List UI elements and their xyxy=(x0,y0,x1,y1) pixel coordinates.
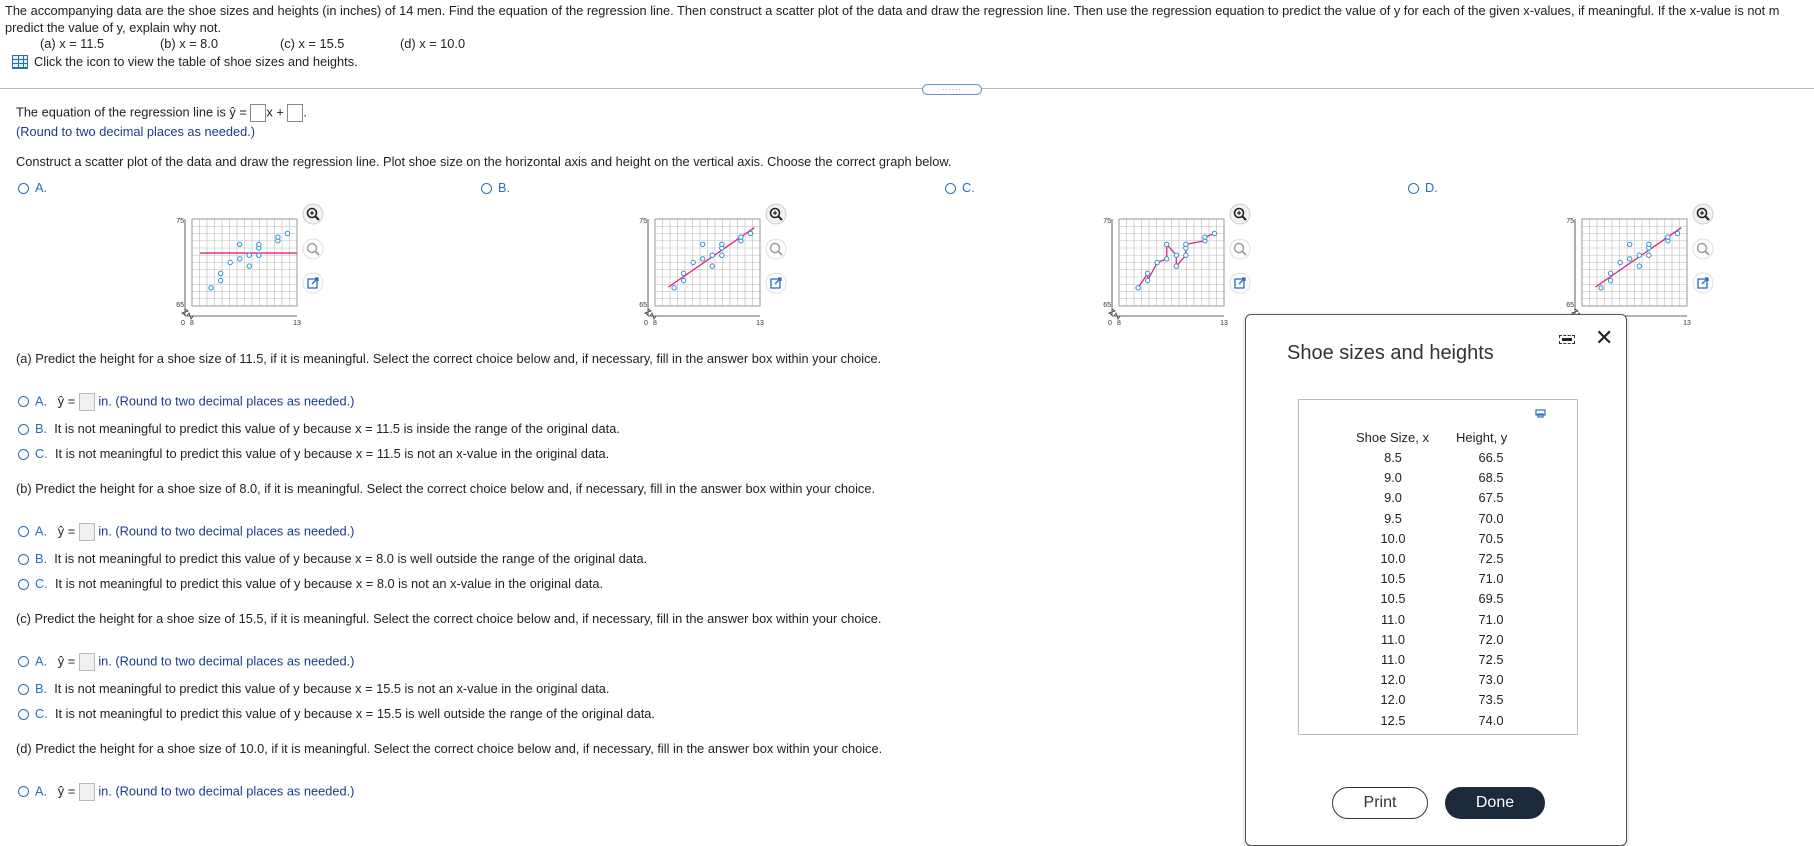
regression-prefix: The equation of the regression line is xyxy=(16,104,226,120)
prediction-answer-input[interactable] xyxy=(79,653,95,671)
data-point xyxy=(257,253,261,257)
graph-option-d-label: D. xyxy=(1425,180,1438,195)
rounding-note: in. (Round to two decimal places as needed.) xyxy=(98,523,355,539)
radio-b[interactable] xyxy=(481,183,492,194)
graph-option-a[interactable] xyxy=(18,180,47,195)
part-a-value: (a) x = 11.5 xyxy=(40,36,105,51)
table-cell-height: 74.0 xyxy=(1478,712,1504,728)
prediction-prompt: (d) Predict the height for a shoe size of 10.0, if it is meaningful. Select the correct choice below and, if necessary, fill in the answer box within your choice. xyxy=(16,741,883,756)
table-icon[interactable] xyxy=(12,55,28,69)
data-point xyxy=(238,242,242,246)
table-cell-height: 70.0 xyxy=(1478,510,1504,526)
table-cell-shoe-size: 10.0 xyxy=(1380,530,1406,546)
option-c-label: C. xyxy=(35,446,48,461)
y-tick-label: 65 xyxy=(1566,302,1574,309)
option-a-label: A. xyxy=(35,783,48,799)
data-point xyxy=(672,286,676,290)
option-a-label: A. xyxy=(35,523,48,539)
option-b-label: B. xyxy=(35,421,48,436)
data-point xyxy=(1145,271,1149,275)
data-point xyxy=(1184,242,1188,246)
data-point xyxy=(1136,286,1140,290)
data-point xyxy=(1155,260,1159,264)
dialog-title: Shoe sizes and heights xyxy=(1287,342,1494,364)
graph-option-c-label: C. xyxy=(962,180,975,195)
split-handle[interactable]: ...... xyxy=(922,84,982,95)
yhat-symbol: ŷ = xyxy=(57,523,76,539)
question-prompt-line1: The accompanying data are the shoe sizes and heights (in inches) of 14 men. Find the equation of the regression line. Then construct a scatter plot of the data and draw the regression line. Then use the regression equation to predict the value of y for each of the given x-values, if meaningful. If the x-value is not m xyxy=(5,3,1780,18)
x-tick-label: 13 xyxy=(1683,320,1691,325)
yhat-symbol: ŷ = xyxy=(57,393,76,409)
data-point xyxy=(681,271,685,275)
prediction-prompt: (b) Predict the height for a shoe size of 8.0, if it is meaningful. Select the correct choice below and, if necessary, fill in the answer box within your choice. xyxy=(16,481,876,496)
prediction-option-c[interactable] xyxy=(18,446,609,461)
data-point xyxy=(701,257,705,261)
rounding-note: in. (Round to two decimal places as needed.) xyxy=(98,393,355,409)
zoom-in-icon[interactable] xyxy=(302,203,324,225)
yhat-symbol: ŷ = xyxy=(229,104,247,120)
radio-a[interactable] xyxy=(18,786,29,797)
table-cell-shoe-size: 11.0 xyxy=(1381,611,1405,627)
x-plus-label: x + xyxy=(266,104,284,120)
scatter-prompt: Construct a scatter plot of the data and draw the regression line. Plot shoe size on the horizontal axis and height on the vertical axis. Choose the correct graph below. xyxy=(16,154,952,169)
data-point xyxy=(710,253,714,257)
data-point xyxy=(238,257,242,261)
data-point xyxy=(1145,278,1149,282)
data-table-dialog xyxy=(1245,314,1627,846)
table-cell-height: 72.0 xyxy=(1478,631,1504,647)
graph-c[interactable] xyxy=(1097,210,1237,325)
table-cell-height: 71.0 xyxy=(1478,611,1504,627)
y-tick-label: 75 xyxy=(639,218,647,225)
data-point xyxy=(720,253,724,257)
radio-a[interactable] xyxy=(18,656,29,667)
data-point xyxy=(1165,242,1169,246)
table-cell-height: 68.5 xyxy=(1478,470,1504,486)
data-point xyxy=(1212,231,1216,235)
data-point xyxy=(218,271,222,275)
option-b-text: It is not meaningful to predict this value of y because x = 11.5 is inside the range of the original data. xyxy=(54,421,620,436)
done-button[interactable]: Done xyxy=(1445,787,1545,819)
view-table-link[interactable] xyxy=(12,54,358,69)
zoom-in-icon[interactable] xyxy=(1229,203,1251,225)
y-tick-label: 65 xyxy=(639,302,647,309)
option-c-text: It is not meaningful to predict this value of y because x = 15.5 is well outside the range of the original data. xyxy=(54,706,655,721)
y-tick-label: 65 xyxy=(176,302,184,309)
prediction-option-c[interactable] xyxy=(18,706,655,721)
data-point xyxy=(1647,242,1651,246)
data-point xyxy=(1165,257,1169,261)
option-b-text: It is not meaningful to predict this value of y because x = 15.5 is not an x-value in the original data. xyxy=(54,681,610,696)
data-point xyxy=(720,242,724,246)
origin-label: 0 xyxy=(1108,320,1112,325)
view-table-text[interactable]: Click the icon to view the table of shoe sizes and heights. xyxy=(34,54,358,69)
table-cell-shoe-size: 11.0 xyxy=(1381,631,1405,647)
data-point xyxy=(1174,253,1178,257)
table-cell-height: 73.0 xyxy=(1478,672,1504,688)
question-prompt-line2: predict the value of y, explain why not. xyxy=(5,20,222,35)
radio-b[interactable] xyxy=(18,554,29,565)
radio-b[interactable] xyxy=(18,684,29,695)
data-point xyxy=(1203,235,1207,239)
data-point xyxy=(276,235,280,239)
table-cell-height: 71.0 xyxy=(1478,571,1504,587)
x-tick-label: 8 xyxy=(653,320,657,325)
data-point xyxy=(681,278,685,282)
option-c-text: It is not meaningful to predict this value of y because x = 8.0 is not an x-value in the original data. xyxy=(54,576,604,591)
open-new-window-icon[interactable] xyxy=(1229,272,1251,294)
table-cell-shoe-size: 10.5 xyxy=(1380,591,1406,607)
prediction-option-b[interactable] xyxy=(18,421,620,436)
intercept-input[interactable] xyxy=(287,104,303,122)
data-point xyxy=(1174,264,1178,268)
table-cell-shoe-size: 9.5 xyxy=(1384,510,1402,526)
table-cell-shoe-size: 12.0 xyxy=(1380,672,1406,688)
data-point xyxy=(1608,271,1612,275)
table-cell-shoe-size: 9.0 xyxy=(1384,470,1402,486)
table-cell-height: 73.5 xyxy=(1478,692,1504,708)
zoom-in-icon[interactable] xyxy=(765,203,787,225)
zoom-out-icon[interactable] xyxy=(765,238,787,260)
x-tick-label: 8 xyxy=(1117,320,1121,325)
graph-option-d[interactable] xyxy=(1408,180,1438,195)
data-point xyxy=(1628,242,1632,246)
yhat-symbol: ŷ = xyxy=(57,783,76,799)
prediction-option-a[interactable] xyxy=(18,393,354,411)
minimize-icon[interactable] xyxy=(1559,335,1575,344)
option-b-label: B. xyxy=(35,681,48,696)
radio-d[interactable] xyxy=(1408,183,1419,194)
radio-c[interactable] xyxy=(18,449,29,460)
data-point xyxy=(247,253,251,257)
radio-c[interactable] xyxy=(945,183,956,194)
prediction-prompt: (c) Predict the height for a shoe size of 15.5, if it is meaningful. Select the correct choice below and, if necessary, fill in the answer box within your choice. xyxy=(16,611,882,626)
regression-equation xyxy=(16,104,307,122)
radio-a[interactable] xyxy=(18,183,29,194)
option-c-label: C. xyxy=(35,706,48,721)
column-header-shoe-size: Shoe Size, x xyxy=(1356,430,1429,445)
radio-c[interactable] xyxy=(18,579,29,590)
data-point xyxy=(1637,264,1641,268)
data-point xyxy=(285,231,289,235)
prediction-prompt: (a) Predict the height for a shoe size of 11.5, if it is meaningful. Select the correct choice below and, if necessary, fill in the answer box within your choice. xyxy=(16,351,882,366)
graph-d[interactable] xyxy=(1560,210,1700,325)
zoom-out-icon[interactable] xyxy=(1229,238,1251,260)
split-divider xyxy=(0,88,1814,89)
table-cell-shoe-size: 11.0 xyxy=(1381,652,1405,667)
graph-a[interactable] xyxy=(170,210,310,325)
data-point xyxy=(710,264,714,268)
radio-b[interactable] xyxy=(18,424,29,435)
zoom-in-icon[interactable] xyxy=(1692,203,1714,225)
table-cell-shoe-size: 12.0 xyxy=(1380,692,1406,708)
open-new-window-icon[interactable] xyxy=(1692,272,1714,294)
open-new-window-icon[interactable] xyxy=(302,272,324,294)
table-cell-shoe-size: 9.0 xyxy=(1384,490,1402,506)
y-tick-label: 75 xyxy=(1103,218,1111,225)
option-c-text: It is not meaningful to predict this value of y because x = 11.5 is not an x-value in the original data. xyxy=(54,446,610,461)
y-tick-label: 75 xyxy=(176,218,184,225)
table-cell-height: 72.5 xyxy=(1478,652,1504,667)
zoom-out-icon[interactable] xyxy=(302,238,324,260)
prediction-answer-input[interactable] xyxy=(79,783,95,801)
regression-rounding-note: (Round to two decimal places as needed.) xyxy=(16,124,256,139)
table-cell-shoe-size: 12.5 xyxy=(1380,712,1406,728)
equation-period: . xyxy=(303,104,307,120)
table-cell-shoe-size: 10.0 xyxy=(1380,551,1406,566)
data-point xyxy=(701,242,705,246)
radio-a[interactable] xyxy=(18,526,29,537)
close-icon[interactable]: ✕ xyxy=(1595,325,1614,350)
graph-option-b-label: B. xyxy=(498,180,511,195)
table-cell-height: 67.5 xyxy=(1478,490,1504,506)
yhat-symbol: ŷ = xyxy=(57,653,76,669)
data-point xyxy=(1618,260,1622,264)
table-cell-shoe-size: 8.5 xyxy=(1384,450,1402,465)
option-b-label: B. xyxy=(35,551,48,566)
part-d-value: (d) x = 10.0 xyxy=(400,36,466,51)
prediction-option-a[interactable] xyxy=(18,653,354,671)
table-cell-shoe-size: 10.5 xyxy=(1380,571,1406,587)
x-tick-label: 13 xyxy=(1220,320,1228,325)
y-tick-label: 75 xyxy=(1566,218,1574,225)
data-point xyxy=(1184,253,1188,257)
zoom-out-icon[interactable] xyxy=(1692,238,1714,260)
prediction-option-a[interactable] xyxy=(18,523,354,541)
data-point xyxy=(739,235,743,239)
slope-input[interactable] xyxy=(250,104,266,122)
x-tick-label: 13 xyxy=(293,320,301,325)
data-point xyxy=(691,260,695,264)
data-point xyxy=(1666,235,1670,239)
data-point xyxy=(1628,257,1632,261)
data-point xyxy=(228,260,232,264)
option-b-text: It is not meaningful to predict this value of y because x = 8.0 is well outside the range of the original data. xyxy=(54,551,648,566)
column-header-height: Height, y xyxy=(1456,430,1508,445)
prediction-option-c[interactable] xyxy=(18,576,603,591)
copy-icon[interactable] xyxy=(1535,409,1547,419)
data-point xyxy=(247,264,251,268)
table-cell-height: 70.5 xyxy=(1478,530,1504,546)
data-point xyxy=(1608,278,1612,282)
radio-a[interactable] xyxy=(18,396,29,407)
print-button[interactable]: Print xyxy=(1332,787,1428,819)
table-cell-height: 66.5 xyxy=(1478,450,1504,465)
prediction-answer-input[interactable] xyxy=(79,393,95,411)
x-tick-label: 8 xyxy=(190,320,194,325)
data-point xyxy=(1637,253,1641,257)
option-a-label: A. xyxy=(35,393,48,409)
prediction-option-b[interactable] xyxy=(18,681,609,696)
part-c-value: (c) x = 15.5 xyxy=(280,36,345,51)
data-table xyxy=(1298,399,1578,735)
origin-label: 0 xyxy=(181,320,185,325)
prediction-option-a[interactable] xyxy=(18,783,354,801)
open-new-window-icon[interactable] xyxy=(765,272,787,294)
data-point xyxy=(209,286,213,290)
prediction-answer-input[interactable] xyxy=(79,523,95,541)
option-c-label: C. xyxy=(35,576,48,591)
origin-label: 0 xyxy=(644,320,648,325)
y-tick-label: 65 xyxy=(1103,302,1111,309)
table-cell-height: 72.5 xyxy=(1478,551,1504,566)
prediction-option-b[interactable] xyxy=(18,551,647,566)
data-point xyxy=(218,278,222,282)
table-cell-height: 69.5 xyxy=(1478,591,1504,607)
graph-option-a-label: A. xyxy=(35,180,48,195)
data-point xyxy=(1599,286,1603,290)
rounding-note: in. (Round to two decimal places as needed.) xyxy=(98,783,355,799)
data-point xyxy=(257,242,261,246)
graph-b[interactable] xyxy=(633,210,773,325)
graph-option-c[interactable] xyxy=(945,180,975,195)
x-tick-label: 13 xyxy=(756,320,764,325)
option-a-label: A. xyxy=(35,653,48,669)
graph-option-b[interactable] xyxy=(481,180,510,195)
data-point xyxy=(748,231,752,235)
radio-c[interactable] xyxy=(18,709,29,720)
rounding-note: in. (Round to two decimal places as needed.) xyxy=(98,653,355,669)
part-b-value: (b) x = 8.0 xyxy=(160,36,218,51)
data-point xyxy=(1675,231,1679,235)
data-point xyxy=(1647,253,1651,257)
question-prompt xyxy=(5,2,1814,36)
